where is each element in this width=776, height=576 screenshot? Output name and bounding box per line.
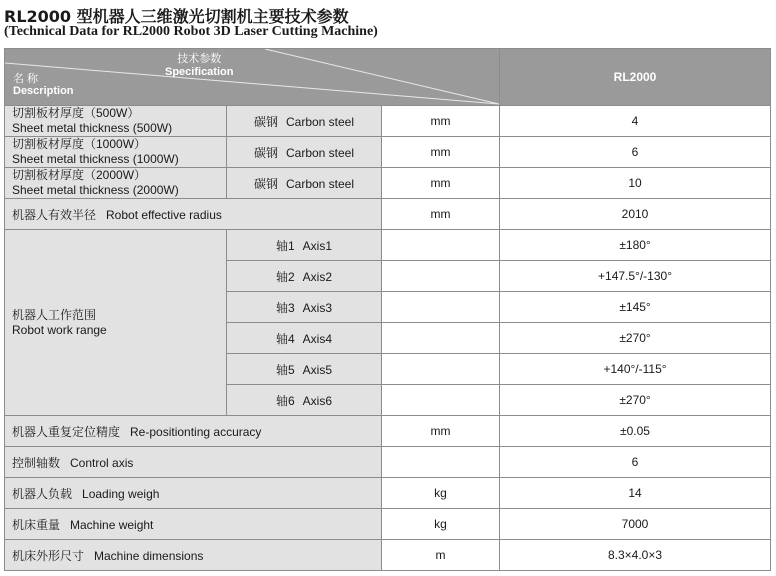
- row-value: 14: [500, 478, 771, 509]
- axis-en: Axis3: [302, 300, 333, 315]
- table-row: [5, 137, 771, 168]
- row-unit: kg: [382, 509, 500, 540]
- header-spec-en: Specification: [165, 66, 234, 78]
- header-row: [5, 49, 771, 106]
- axis-label: [227, 323, 382, 354]
- axis-cn: 轴4: [275, 331, 295, 346]
- header-spec-cn: 技术参数: [177, 53, 222, 65]
- header-name-en: Description: [13, 85, 74, 97]
- axis-en: Axis2: [302, 269, 333, 284]
- axis-value: +140°/-115°: [500, 354, 771, 385]
- row-label-cn: 机床外形尺寸: [12, 548, 85, 563]
- row-label-cn: 切割板材厚度（2000W）: [12, 168, 147, 182]
- row-sub: [227, 168, 382, 199]
- row-label-cn: 机器人重复定位精度: [12, 424, 121, 439]
- row-unit: mm: [382, 137, 500, 168]
- row-value: ±0.05: [500, 416, 771, 447]
- row-label-en: Robot effective radius: [106, 207, 222, 222]
- axis-label: [227, 261, 382, 292]
- table-row: [5, 540, 771, 571]
- row-label-cn: 机器人负载: [12, 486, 73, 501]
- row-unit: mm: [382, 106, 500, 137]
- row-value: 4: [500, 106, 771, 137]
- axis-unit: [382, 354, 500, 385]
- row-sub-cn: 碳钢: [253, 145, 278, 160]
- axis-value: ±145°: [500, 292, 771, 323]
- row-sub-en: Carbon steel: [285, 114, 355, 129]
- axis-unit: [382, 323, 500, 354]
- row-label-en: Loading weigh: [82, 486, 160, 501]
- row-label-en: Machine dimensions: [94, 548, 204, 563]
- header-specification: [165, 53, 233, 79]
- row-sub: [227, 137, 382, 168]
- row-unit: mm: [382, 199, 500, 230]
- header-description-cell: [5, 49, 500, 106]
- work-range-label-cn: 机器人工作范围: [12, 307, 97, 322]
- row-label: [5, 168, 227, 199]
- header-diagonal-lines: [5, 49, 501, 105]
- table-row: [5, 509, 771, 540]
- axis-unit: [382, 385, 500, 416]
- row-sub-cn: 碳钢: [253, 176, 278, 191]
- row-label: [5, 137, 227, 168]
- row-label-en: Control axis: [70, 455, 134, 470]
- axis-cn: 轴5: [275, 362, 295, 377]
- row-label: [5, 447, 382, 478]
- row-unit: kg: [382, 478, 500, 509]
- row-label-cn: 切割板材厚度（1000W）: [12, 137, 147, 151]
- row-value: 10: [500, 168, 771, 199]
- row-value: 8.3×4.0×3: [500, 540, 771, 571]
- axis-en: Axis6: [302, 393, 333, 408]
- row-label-en: Machine weight: [70, 517, 154, 532]
- row-value: 7000: [500, 509, 771, 540]
- work-range-label-en: Robot work range: [12, 322, 107, 337]
- header-model: RL2000: [500, 49, 771, 106]
- header-name: [13, 73, 74, 97]
- table-row: [5, 478, 771, 509]
- row-label-cn: 机器人有效半径: [12, 207, 97, 222]
- axis-value: ±180°: [500, 230, 771, 261]
- row-label-cn: 切割板材厚度（500W）: [12, 106, 140, 120]
- work-range-label: [5, 230, 227, 416]
- table-row: [5, 416, 771, 447]
- row-label: [5, 106, 227, 137]
- row-label: [5, 509, 382, 540]
- axis-cn: 轴1: [275, 238, 295, 253]
- row-label: [5, 416, 382, 447]
- row-label-cn: 机床重量: [12, 517, 61, 532]
- axis-cn: 轴6: [275, 393, 295, 408]
- row-unit: mm: [382, 416, 500, 447]
- row-label-en: Re-positionting accuracy: [130, 424, 262, 439]
- row-value: 6: [500, 137, 771, 168]
- table-row: [5, 106, 771, 137]
- axis-label: [227, 292, 382, 323]
- axis-label: [227, 354, 382, 385]
- row-label-en: Sheet metal thickness (1000W): [12, 152, 179, 166]
- row-value: 2010: [500, 199, 771, 230]
- page-subtitle: (Technical Data for RL2000 Robot 3D Laser Cutting Machine): [4, 24, 378, 39]
- row-sub: [227, 106, 382, 137]
- row-unit: m: [382, 540, 500, 571]
- header-name-cn: 名 称: [13, 73, 39, 85]
- table-row: [5, 230, 771, 261]
- spec-table: [4, 48, 771, 571]
- row-sub-cn: 碳钢: [253, 114, 278, 129]
- table-row: [5, 168, 771, 199]
- table-row: [5, 447, 771, 478]
- row-unit: mm: [382, 168, 500, 199]
- row-value: 6: [500, 447, 771, 478]
- axis-cn: 轴3: [275, 300, 295, 315]
- axis-en: Axis4: [302, 331, 333, 346]
- row-label-en: Sheet metal thickness (500W): [12, 121, 173, 135]
- row-sub-en: Carbon steel: [285, 176, 355, 191]
- axis-unit: [382, 261, 500, 292]
- table-row: [5, 199, 771, 230]
- axis-unit: [382, 292, 500, 323]
- axis-value: ±270°: [500, 385, 771, 416]
- row-label-en: Sheet metal thickness (2000W): [12, 183, 179, 197]
- row-sub-en: Carbon steel: [285, 145, 355, 160]
- row-unit: [382, 447, 500, 478]
- row-label-cn: 控制轴数: [12, 455, 61, 470]
- axis-en: Axis5: [302, 362, 333, 377]
- page-title: RL2000 型机器人三维激光切割机主要技术参数: [4, 7, 349, 26]
- axis-cn: 轴2: [275, 269, 295, 284]
- axis-value: +147.5°/-130°: [500, 261, 771, 292]
- axis-unit: [382, 230, 500, 261]
- axis-en: Axis1: [302, 238, 333, 253]
- axis-label: [227, 230, 382, 261]
- axis-value: ±270°: [500, 323, 771, 354]
- row-label: [5, 199, 382, 230]
- row-label: [5, 478, 382, 509]
- row-label: [5, 540, 382, 571]
- axis-label: [227, 385, 382, 416]
